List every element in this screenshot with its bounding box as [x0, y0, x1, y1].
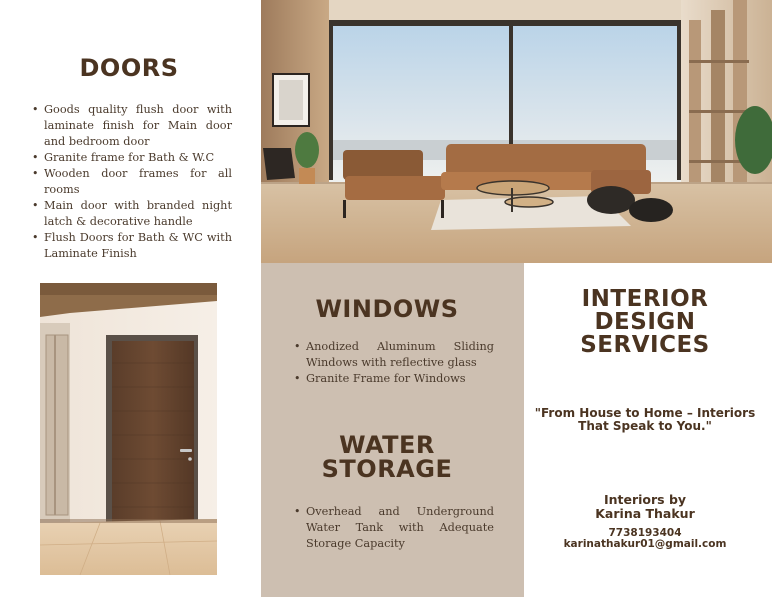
doors-title: DOORS — [79, 54, 179, 82]
living-room-photo — [261, 0, 772, 263]
byline-line: Interiors by — [603, 492, 687, 507]
door-photo — [40, 283, 217, 575]
water-storage-title — [261, 433, 513, 481]
list-item: • Wooden door frames for all rooms — [32, 166, 232, 198]
doors-list — [32, 102, 232, 262]
services-title-line: INTERIOR — [581, 286, 709, 312]
list-item: • Granite Frame for Windows — [294, 371, 494, 387]
list-item: • Flush Doors for Bath & WC with Laminate Finish — [32, 230, 232, 262]
tagline: "From House to Home – Interiors That Speak to You." — [534, 406, 756, 433]
phone-number: 7738193404 — [608, 527, 682, 539]
windows-list — [294, 339, 494, 387]
byline-line: Karina Thakur — [595, 506, 695, 521]
designer-byline — [524, 493, 766, 521]
windows-title: WINDOWS — [315, 295, 459, 323]
services-title — [524, 288, 766, 357]
services-title-line: DESIGN — [594, 309, 696, 335]
water-title-line: STORAGE — [321, 455, 453, 483]
services-title-line: SERVICES — [580, 332, 710, 358]
list-item: • Main door with branded night latch & decorative handle — [32, 198, 232, 230]
list-item: • Anodized Aluminum Sliding Windows with reflective glass — [294, 339, 494, 371]
list-item: • Goods quality flush door with laminate finish for Main door and bedroom door — [32, 102, 232, 150]
water-storage-list — [294, 504, 494, 552]
email-address: karinathakur01@gmail.com — [563, 538, 727, 550]
list-item: • Granite frame for Bath & W.C — [32, 150, 232, 166]
list-item: • Overhead and Underground Water Tank with Adequate Storage Capacity — [294, 504, 494, 552]
water-title-line: WATER — [339, 431, 435, 459]
